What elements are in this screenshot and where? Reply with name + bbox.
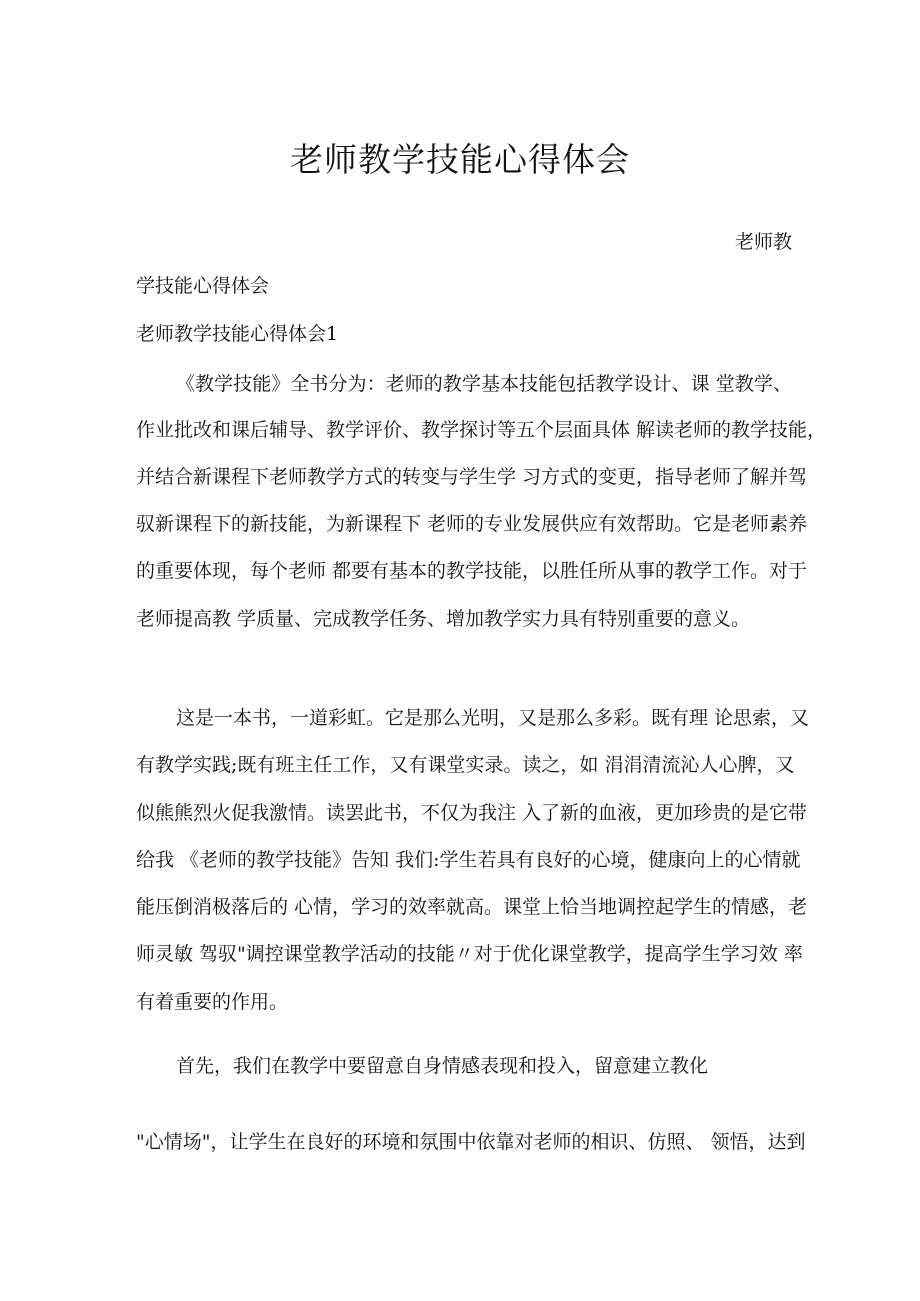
paragraph-1-line-3: 并结合新课程下老师教学方式的转变与学生学 习方式的变更，指导老师了解并驾 [136, 466, 808, 488]
paragraph-2-line-5: 能压倒消极落后的 心情，学习的效率就高。课堂上恰当地调控起学生的情感，老 [136, 896, 808, 918]
paragraph-1-line-4: 驭新课程下的新技能，为新课程下 老师的专业发展供应有效帮助。它是老师素养 [136, 513, 808, 535]
author-line: 老师教 [734, 231, 792, 253]
paragraph-1-line-2: 作业批改和课后辅导、教学评价、教学探讨等五个层面具体 解读老师的教学技能， [136, 419, 827, 441]
paragraph-2-line-3: 似熊熊烈火促我激情。读罢此书，不仅为我注 入了新的血液，更加珍贵的是它带 [136, 802, 808, 824]
paragraph-2-line-4: 给我 《老师的教学技能》告知 我们:学生若具有良好的心境，健康向上的心情就 [136, 849, 801, 871]
paragraph-2-line-7: 有着重要的作用。 [136, 991, 289, 1013]
paragraph-3-line-1: 首先，我们在教学中要留意自身情感表现和投入，留意建立教化 [176, 1055, 709, 1077]
paragraph-1-line-1: 《教学技能》全书分为：老师的教学基本技能包括教学设计、课 堂教学、 [176, 373, 792, 395]
paragraph-4-line-1: "心情场"，让学生在良好的环境和氛围中依靠对老师的相识、仿照、 领悟，达到 [136, 1131, 806, 1153]
paragraph-2-line-2: 有教学实践;既有班主任工作，又有课堂实录。读之，如 涓涓清流沁人心脾，又 [136, 754, 795, 776]
paragraph-2-line-1: 这是一本书，一道彩虹。它是那么光明，又是那么多彩。既有理 论思索，又 [176, 707, 810, 729]
section-heading: 老师教学技能心得体会1 [136, 323, 339, 345]
paragraph-2-line-6: 师灵敏 驾驭"调控课堂教学活动的技能〃对于优化课堂教学，提高学生学习效 率 [136, 943, 803, 965]
paragraph-1-line-5: 的重要体现，每个老师 都要有基本的教学技能，以胜任所从事的教学工作。对于 [136, 560, 808, 582]
document-title: 老师教学技能心得体会 [290, 140, 630, 179]
author-line-continued: 学技能心得体会 [136, 275, 270, 297]
paragraph-1-line-6: 老师提高教 学质量、完成教学任务、增加教学实力具有特别重要的意义。 [136, 608, 751, 630]
